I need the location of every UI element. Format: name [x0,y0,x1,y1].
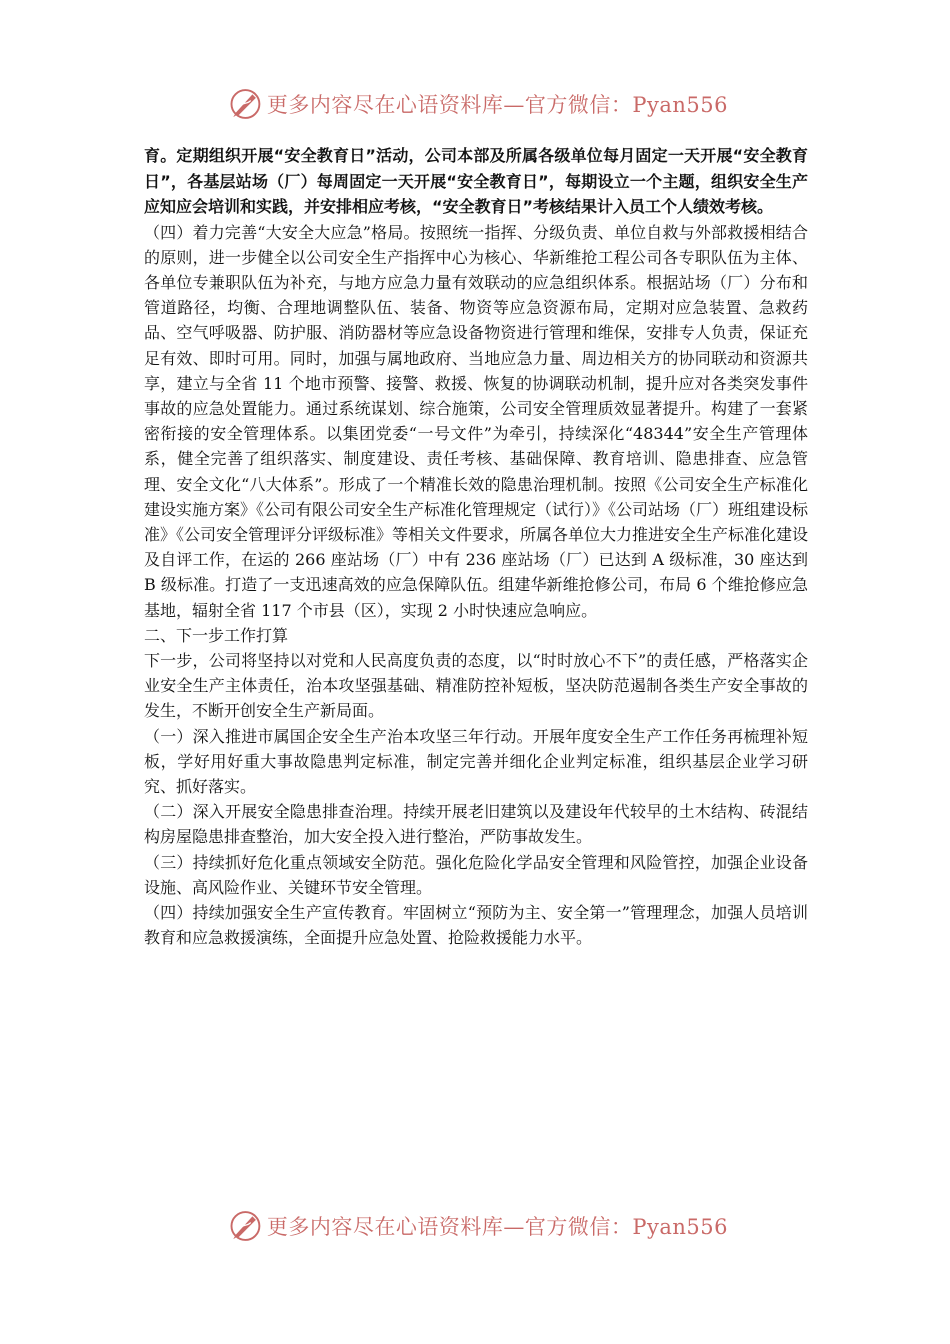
list-item: （一）深入推进市属国企安全生产治本攻坚三年行动。开展年度安全生产工作任务再梳理补短板，学好用好重大事故隐患判定标准，制定完善并细化企业判定标准，组织基层企业学习研究、抓好落实。 [144,726,808,796]
watermark-text: 更多内容尽在心语资料库—官方微信：Pyan556 [266,93,728,117]
pen-logo-icon [228,1208,263,1244]
watermark-footer [228,1206,728,1246]
pen-logo-icon [228,86,263,122]
watermark-text: 更多内容尽在心语资料库—官方微信：Pyan556 [266,1215,728,1239]
paragraph-4: （四）着力完善“大安全大应急”格局。按照统一指挥、分级负责、单位自救与外部救援相结合的原则，进一步健全以公司安全生产指挥中心为核心、华新维抢工程公司各专职队伍为主体、各单位专兼职队伍为补充，与地方应急力量有效联动的应急组织体系。根据站场（厂）分布和管道路径，均衡、合理地调整队伍、装备、物资等应急资源布局，定期对应急装置、急救药品、空气呼吸器、防护服、消防器材等应急设备物资进行管理和维保，安排专人负责，保证充足有效、即时可用。同时，加强与属地政府、当地应急力量、周边相关方的协同联动和资源共享，建立与全省 11 个地市预警、接警、救援、恢复的协调联动机制，提升应对各类突发事件事故的应急处置能力。通过系统谋划、综合施策，公司安全管理质效显著提升。构建了一套紧密衔接的安全管理体系。以集团党委“一号文件”为牵引，持续深化“48344”安全生产管理体系，健全完善了组织落实、制度建设、责任考核、基础保障、教育培训、隐患排查、应急管理、安全文化“八大体系”。形成了一个精准长效的隐患治理机制。按照《公司安全生产标准化建设实施方案》《公司有限公司安全生产标准化管理规定（试行）》《公司站场（厂）班组建设标准》《公司安全管理评分评级标准》等相关文件要求，所属各单位大力推进安全生产标准化建设及自评工作，在运的 266 座站场（厂）中有 236 座站场（厂）已达到 A 级标准，30 座达到 B 级标准。打造了一支迅速高效的应急保障队伍。组建华新维抢修公司，布局 6 个维抢修应急基地，辐射全省 117 个市县（区），实现 2 小时快速应急响应。 [144,222,809,620]
section-heading: 二、下一步工作打算 [144,625,289,645]
document-body [144,143,808,950]
watermark-header [228,84,728,124]
list-item: （三）持续抓好危化重点领域安全防范。强化危险化学品安全管理和风险管控，加强企业设备设施、高风险作业、关键环节安全管理。 [144,852,808,897]
intro-paragraph: 下一步，公司将坚持以对党和人民高度负责的态度，以“时时放心不下”的责任感，严格落实企业安全生产主体责任，治本攻坚强基础、精准防控补短板，坚决防范遏制各类生产安全事故的发生，不断开创安全生产新局面。 [144,650,808,721]
bold-paragraph: 育。定期组织开展“安全教育日”活动，公司本部及所属各级单位每月固定一天开展“安全教育日”，各基层站场（厂）每周固定一天开展“安全教育日”，每期设立一个主题，组织安全生产应知应会培训和实践，并安排相应考核，“安全教育日”考核结果计入员工个人绩效考核。 [144,146,808,216]
list-item: （四）持续加强安全生产宣传教育。牢固树立“预防为主、安全第一”管理理念，加强人员培训教育和应急救援演练，全面提升应急处置、抢险救援能力水平。 [144,902,808,948]
list-item: （二）深入开展安全隐患排查治理。持续开展老旧建筑以及建设年代较早的土木结构、砖混结构房屋隐患排查整治，加大安全投入进行整治，严防事故发生。 [144,802,808,847]
